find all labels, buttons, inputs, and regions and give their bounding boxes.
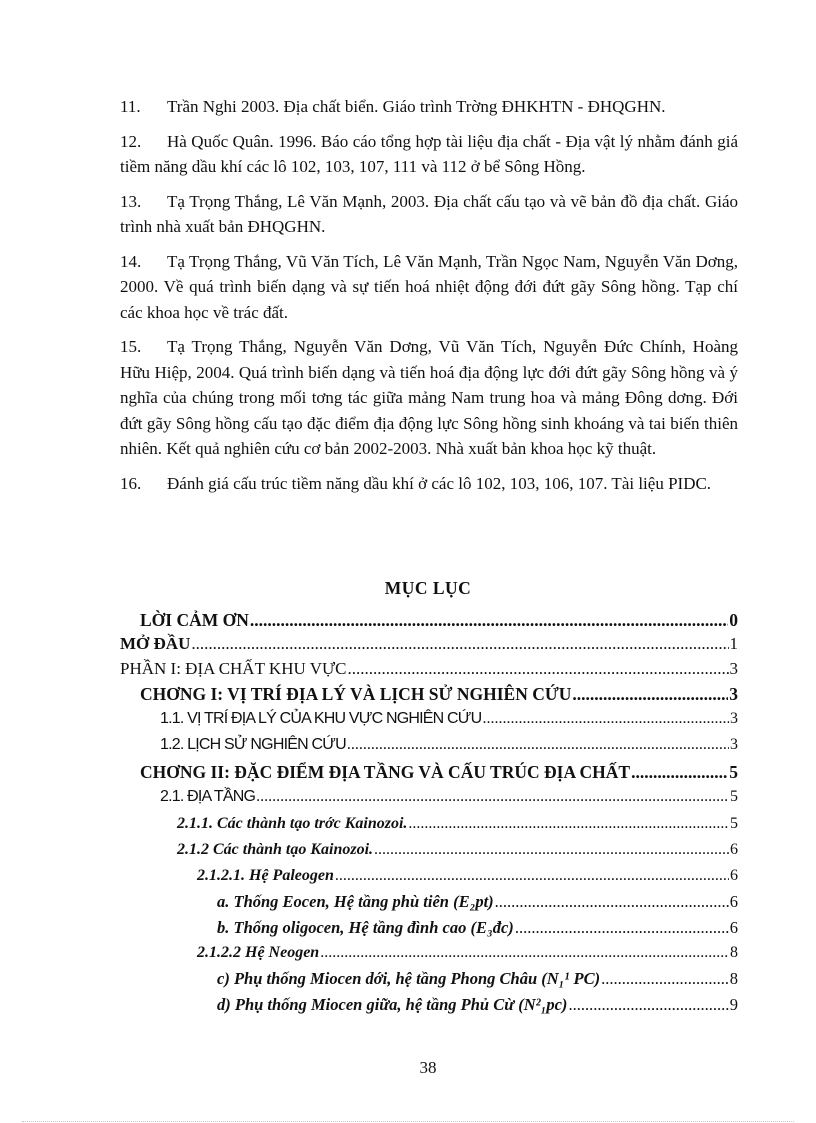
reference-item <box>120 334 738 462</box>
toc-leader-dots <box>572 684 728 705</box>
toc-leader-dots <box>347 736 729 754</box>
toc-entry[interactable] <box>197 944 738 962</box>
toc-entry-label: CHƠNG I: VỊ TRÍ ĐỊA LÝ VÀ LỊCH SỬ NGHIÊN CỨU <box>140 684 572 704</box>
toc-entry-label: 2.1.2 Các thành tạo Kainozoi. <box>177 841 374 858</box>
toc-entry[interactable] <box>160 710 738 728</box>
toc-entry[interactable] <box>120 659 738 679</box>
toc-entry-page: 3 <box>730 736 738 753</box>
toc-leader-dots <box>495 892 729 912</box>
reference-text: Đánh giá cấu trúc tiềm năng dầu khí ở các lô 102, 103, 106, 107. Tài liệu PIDC. <box>167 473 712 493</box>
toc-entry-label: MỞ ĐẦU <box>120 634 191 653</box>
reference-number: 15. <box>120 337 142 356</box>
toc-entry-label: 2.1.2.1. Hệ Paleogen <box>197 867 334 884</box>
toc-title: MỤC LỤC <box>384 578 472 598</box>
reference-text: Tạ Trọng Thắng, Lê Văn Mạnh, 2003. Địa chất cấu tạo và vẽ bản đồ địa chất. Giáo trình nhà xuất bản ĐHQGHN. <box>120 191 738 236</box>
toc-entry[interactable] <box>217 969 738 989</box>
toc-entry-page: 3 <box>729 659 738 678</box>
toc-leader-dots <box>256 788 729 806</box>
toc-entry-page: 5 <box>729 762 738 782</box>
toc-entry-label: 2.1.2.2 Hệ Neogen <box>197 944 320 961</box>
reference-item <box>120 249 738 326</box>
toc-entry-page: 8 <box>729 969 738 988</box>
toc-leader-dots <box>191 634 728 654</box>
toc-entry-page: 1 <box>729 634 738 653</box>
toc-entry-page: 9 <box>729 995 738 1014</box>
toc-entry[interactable] <box>217 918 738 938</box>
toc-entry[interactable] <box>217 892 738 912</box>
toc-leader-dots <box>601 969 729 989</box>
toc-entry[interactable] <box>177 841 738 859</box>
reference-list <box>120 94 738 505</box>
toc-entry-label: 1.1. VỊ TRÍ ĐỊA LÝ CỦA KHU VỰC NGHIÊN CỨU <box>160 710 482 727</box>
toc-entry-label: 1.2. LỊCH SỬ NGHIÊN CỨU <box>160 736 346 753</box>
reference-text: Trần Nghi 2003. Địa chất biển. Giáo trình Trờng ĐHKHTN - ĐHQGHN. <box>167 97 666 116</box>
footer-divider <box>22 1121 794 1122</box>
reference-item <box>120 471 738 497</box>
toc-entry-label: LỜI CẢM ƠN <box>140 610 249 630</box>
toc-entry-label: d) Phụ thống Miocen giữa, hệ tầng Phủ Cừ (N²₁pc) <box>217 995 568 1014</box>
toc-leader-dots <box>631 762 728 783</box>
toc-leader-dots <box>374 841 729 859</box>
toc-entry[interactable] <box>197 867 738 885</box>
reference-number: 14. <box>120 251 142 271</box>
toc-entry-page: 0 <box>729 610 738 630</box>
toc-entry-label: c) Phụ thống Miocen dới, hệ tầng Phong Châu (N₁¹ PC) <box>217 969 601 988</box>
reference-number: 13. <box>120 191 142 211</box>
reference-number: 11. <box>120 97 141 116</box>
toc-leader-dots <box>335 867 729 885</box>
toc-leader-dots <box>348 659 729 679</box>
reference-item <box>120 189 738 240</box>
toc-entry-page: 8 <box>730 944 738 961</box>
toc-entry-label: 2.1.1. Các thành tạo trớc Kainozoi. <box>177 815 408 832</box>
toc-leader-dots <box>515 918 729 938</box>
toc-entry-page: 3 <box>730 710 738 727</box>
toc-entry-page: 6 <box>729 918 738 937</box>
toc-entry-page: 6 <box>729 892 738 911</box>
toc-entry[interactable] <box>120 634 738 654</box>
reference-number: 12. <box>120 131 142 151</box>
toc-entry[interactable] <box>140 684 738 705</box>
toc-entry-label: 2.1. ĐỊA TẦNG <box>160 788 256 805</box>
toc-entry[interactable] <box>217 995 738 1015</box>
toc-leader-dots <box>568 995 728 1015</box>
toc-leader-dots <box>320 944 729 962</box>
toc-entry[interactable] <box>160 736 738 754</box>
toc-entry-page: 6 <box>730 841 738 858</box>
toc-entry[interactable] <box>160 788 738 806</box>
toc-leader-dots <box>482 710 729 728</box>
reference-number: 16. <box>120 473 142 493</box>
toc-entry-page: 5 <box>730 815 738 832</box>
toc-entry-label: b. Thống oligocen, Hệ tầng đình cao (E₃đc) <box>217 918 514 937</box>
toc-leader-dots <box>408 815 729 833</box>
reference-text: Hà Quốc Quân. 1996. Báo cáo tổng hợp tài liệu địa chất - Địa vật lý nhằm đánh giá tiềm năng dầu khí các lô 102, 103, 107, 111 và 112 ở bể Sông Hồng. <box>120 131 738 176</box>
reference-text: Tạ Trọng Thắng, Vũ Văn Tích, Lê Văn Mạnh, Trần Ngọc Nam, Nguyễn Văn Dơng, 2000. Về quá trình biến dạng và sự tiến hoá nhiệt động đới đứt gãy Sông hồng. Tạp chí các khoa học về trác đất. <box>120 251 738 322</box>
toc-entry-label: a. Thống Eocen, Hệ tầng phù tiên (E₂pt) <box>217 892 494 911</box>
toc-entry-page: 5 <box>730 788 738 805</box>
toc-entry[interactable] <box>140 762 738 783</box>
toc-entry[interactable] <box>140 610 738 631</box>
toc-entry-page: 3 <box>729 684 738 704</box>
toc-entry-label: PHẦN I: ĐỊA CHẤT KHU VỰC <box>120 659 347 678</box>
reference-text: Tạ Trọng Thắng, Nguyễn Văn Dơng, Vũ Văn Tích, Nguyễn Đức Chính, Hoàng Hữu Hiệp, 2004. Quá trình biến dạng và tiến hoá địa động lực đới đứt gãy Sông hồng và ý nghĩa của chúng trong mối tơng tác giữa mảng Nam trung hoa và mảng Đông dơng. Đới đứt gãy Sông hồng cấu tạo đặc điểm địa động lực Sông hồng sinh khoáng và tai biến thiên nhiên. Kết quả nghiên cứu cơ bản 2002-2003. Nhà xuất bản khoa học kỹ thuật. <box>120 337 738 458</box>
toc-entry[interactable] <box>177 815 738 833</box>
reference-item <box>120 129 738 180</box>
toc-entry-page: 6 <box>730 867 738 884</box>
toc-entry-label: CHƠNG II: ĐẶC ĐIỂM ĐỊA TẦNG VÀ CẤU TRÚC ĐỊA CHẤT <box>140 762 631 782</box>
page-number: 38 <box>419 1058 437 1077</box>
toc-leader-dots <box>250 610 728 631</box>
reference-item <box>120 94 738 120</box>
